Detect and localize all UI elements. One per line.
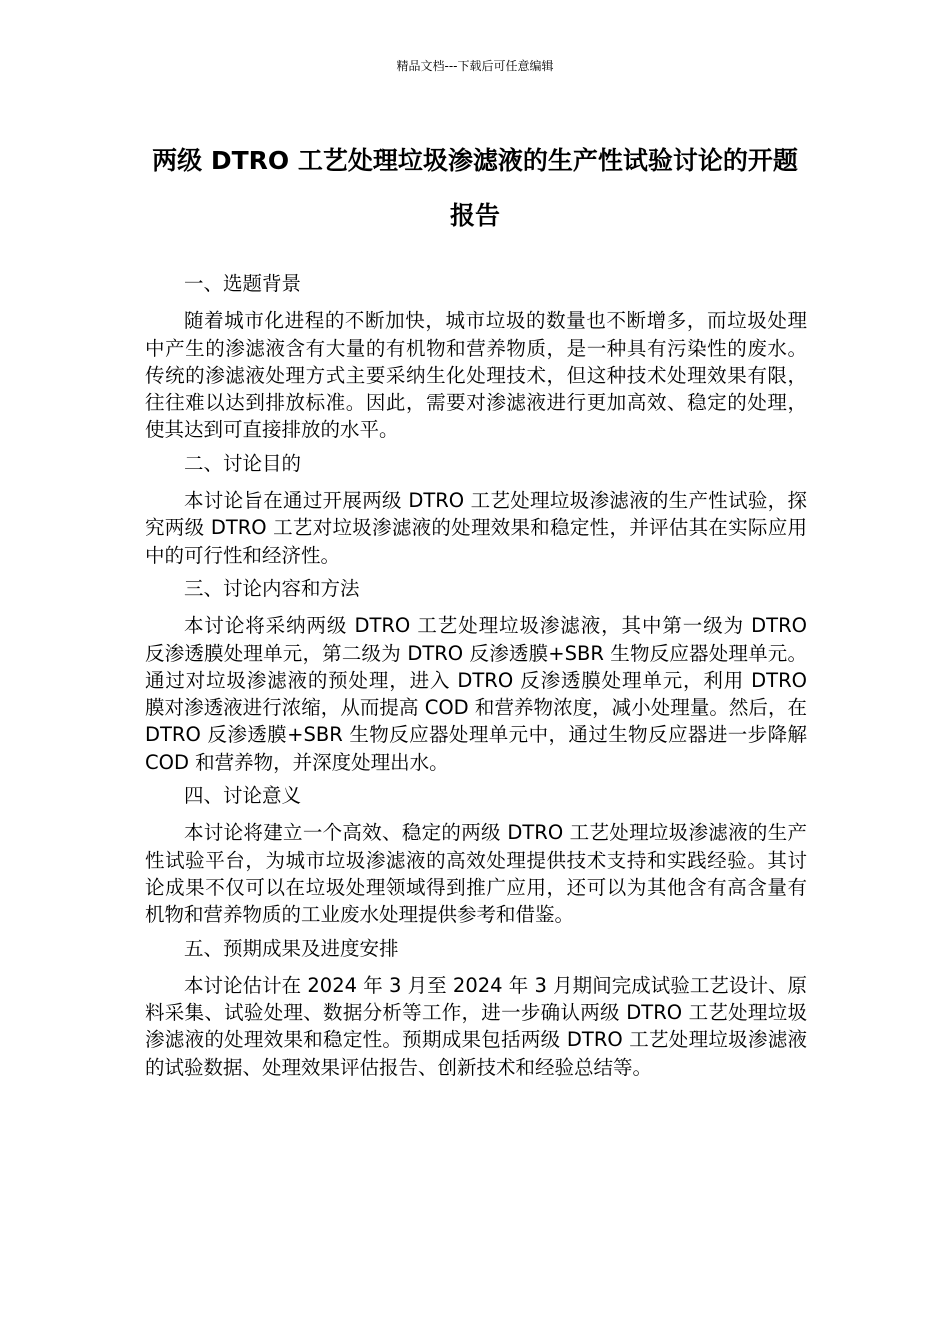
section-body-content-method: 本讨论将采纳两级 DTRO 工艺处理垃圾渗滤液，其中第一级为 DTRO 反渗透膜处理单元，第二级为 DTRO 反渗透膜+SBR 生物反应器处理单元。通过对垃圾渗滤液的预处理，进入 DTRO 反渗透膜处理单元，利用 DTRO 膜对渗透液进行浓缩，从而提高 COD 和营养物浓度，减小处理量。然后，在 DTRO 反渗透膜+SBR 生物反应器处理单元中，通过生物反应器进一步降解 COD 和营养物，并深度处理出水。: [145, 614, 807, 774]
section-body-background: 随着城市化进程的不断加快，城市垃圾的数量也不断增多，而垃圾处理中产生的渗滤液含有大量的有机物和营养物质，是一种具有污染性的废水。传统的渗滤液处理方式主要采纳生化处理技术，但这种技术处理效果有限，往往难以达到排放标准。因此，需要对渗滤液进行更加高效、稳定的处理，使其达到可直接排放的水平。: [145, 309, 807, 442]
section-body-purpose: 本讨论旨在通过开展两级 DTRO 工艺处理垃圾渗滤液的生产性试验，探究两级 DTRO 工艺对垃圾渗滤液的处理效果和稳定性，并评估其在实际应用中的可行性和经济性。: [145, 489, 807, 567]
section-heading-expected-results: 五、预期成果及进度安排: [184, 936, 399, 960]
document-body: [145, 270, 807, 1087]
section-body-expected-results: 本讨论估计在 2024 年 3 月至 2024 年 3 月期间完成试验工艺设计、原料采集、试验处理、数据分析等工作，进一步确认两级 DTRO 工艺处理垃圾渗滤液的处理效果和稳定性。预期成果包括两级 DTRO 工艺处理垃圾渗滤液的试验数据、处理效果评估报告、创新技术和经验总结等。: [145, 973, 807, 1079]
section-heading-content-method: 三、讨论内容和方法: [184, 576, 360, 600]
section-body-significance: 本讨论将建立一个高效、稳定的两级 DTRO 工艺处理垃圾渗滤液的生产性试验平台，为城市垃圾渗滤液的高效处理提供技术支持和实践经验。其讨论成果不仅可以在垃圾处理领域得到推广应用，还可以为其他含有高含量有机物和营养物质的工业废水处理提供参考和借鉴。: [145, 821, 807, 927]
section-heading-background: 一、选题背景: [184, 272, 302, 295]
page-header: 精品文档---下载后可任意编辑: [396, 59, 554, 73]
document-title: 两级 DTRO 工艺处理垃圾渗滤液的生产性试验讨论的开题报告: [152, 146, 798, 230]
section-heading-purpose: 二、讨论目的: [184, 451, 302, 475]
section-heading-significance: 四、讨论意义: [184, 784, 302, 808]
